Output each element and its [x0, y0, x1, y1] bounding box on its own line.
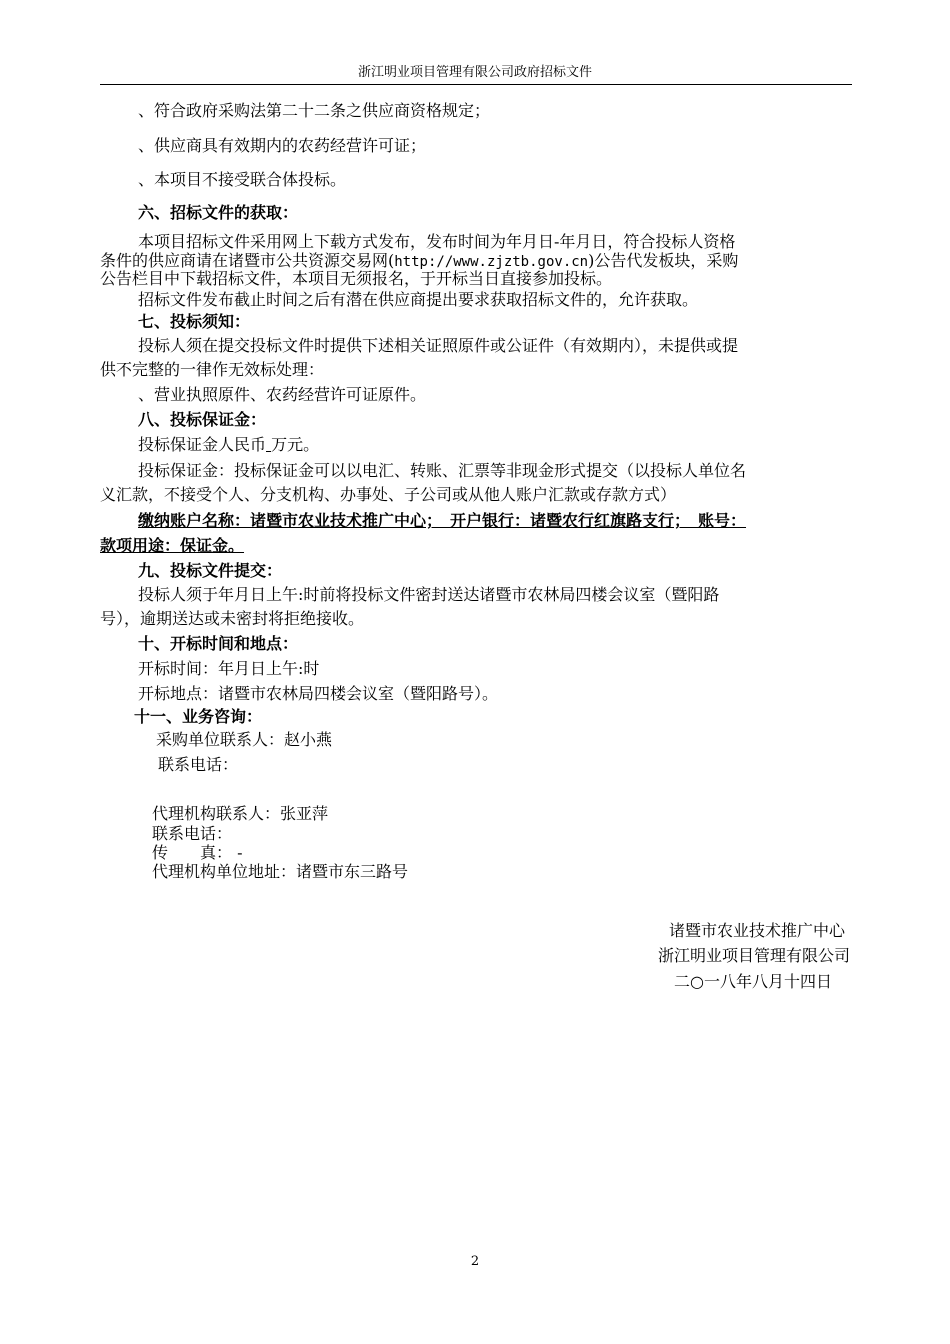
- section-10-heading: 十、开标时间和地点：: [138, 634, 299, 653]
- deposit-account-line-2: 款项用途：保证金。: [100, 536, 245, 555]
- agency-fax: 传 真： -: [152, 843, 243, 862]
- qualification-item-3: 、本项目不接受联合体投标。: [138, 170, 347, 189]
- deposit-amount: 投标保证金人民币 万元。: [138, 435, 320, 454]
- website-url: http://www.zjztb.gov.cn: [394, 254, 589, 270]
- section-7-heading: 七、投标须知：: [138, 312, 251, 331]
- section-9-heading: 九、投标文件提交：: [138, 561, 283, 580]
- section-6-paragraph-line-3: 公告栏目中下载招标文件，本项目无须报名，于开标当日直接参加投标。: [100, 269, 613, 288]
- agency-address: 代理机构单位地址：诸暨市东三路号: [152, 862, 409, 881]
- agency-contact-phone: 联系电话：: [152, 824, 233, 843]
- section-6-heading: 六、招标文件的获取：: [138, 203, 299, 222]
- section-8-paragraph-line-1: 投标保证金：投标保证金可以以电汇、转账、汇票等非现金形式提交（以投标人单位名: [138, 461, 747, 480]
- section-6-paragraph-line-2: 条件的供应商请在诸暨市公共资源交易网(http://www.zjztb.gov.cn)公告代发板块，采购: [100, 251, 739, 270]
- section-9-paragraph-line-2: 号），逾期送达或未密封将拒绝接收。: [100, 609, 365, 628]
- page-header: 浙江明业项目管理有限公司政府招标文件: [357, 65, 592, 80]
- section-11-heading: 十一、业务咨询：: [134, 707, 263, 726]
- section-6-paragraph-2: 招标文件发布截止时间之后有潜在供应商提出要求获取招标文件的，允许获取。: [138, 290, 699, 309]
- page-number: 2: [470, 1254, 480, 1269]
- header-divider: [100, 84, 852, 85]
- section-8-paragraph-line-2: 义汇款，不接受个人、分支机构、办事处、子公司或从他人账户汇款或存款方式）: [100, 485, 677, 504]
- section-6-paragraph-line-1: 本项目招标文件采用网上下载方式发布，发布时间为年月日-年月日，符合投标人资格: [138, 232, 736, 251]
- section-7-item-1: 、营业执照原件、农药经营许可证原件。: [138, 385, 427, 404]
- bid-opening-place: 开标地点：诸暨市农林局四楼会议室（暨阳路号）。: [138, 684, 499, 703]
- section-8-heading: 八、投标保证金：: [138, 410, 267, 429]
- qualification-item-1: 、符合政府采购法第二十二条之供应商资格规定；: [138, 101, 491, 120]
- buyer-contact-person: 采购单位联系人：赵小燕: [156, 730, 333, 749]
- section-7-paragraph-line-2: 供不完整的一律作无效标处理：: [100, 360, 325, 379]
- section-9-paragraph-line-1: 投标人须于年月日上午:时前将投标文件密封送达诸暨市农林局四楼会议室（暨阳路: [138, 585, 720, 604]
- signature-org-1: 诸暨市农业技术推广中心: [668, 921, 845, 940]
- bid-opening-time: 开标时间：年月日上午:时: [138, 659, 320, 678]
- signature-org-2: 浙江明业项目管理有限公司: [657, 946, 850, 965]
- deposit-account-line-1: 缴纳账户名称：诸暨市农业技术推广中心； 开户银行：诸暨农行红旗路支行； 账号：: [138, 511, 747, 530]
- section-7-paragraph-line-1: 投标人须在提交投标文件时提供下述相关证照原件或公证件（有效期内），未提供或提: [138, 336, 739, 355]
- agency-contact-person: 代理机构联系人：张亚萍: [152, 804, 329, 823]
- buyer-contact-phone: 联系电话：: [158, 755, 239, 774]
- qualification-item-2: 、供应商具有效期内的农药经营许可证；: [138, 136, 427, 155]
- signature-date: 二○一八年八月十四日: [674, 972, 832, 991]
